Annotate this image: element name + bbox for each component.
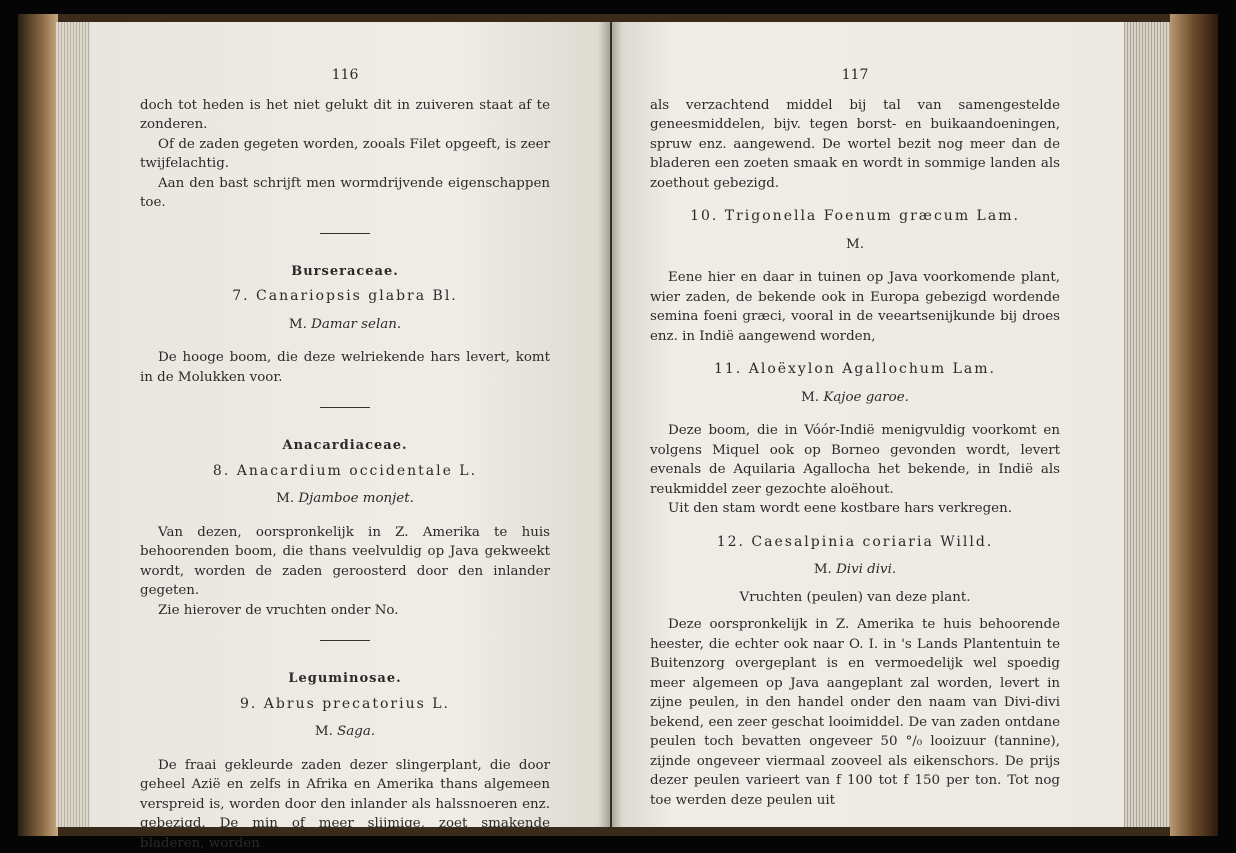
leather-spine-right [1170,14,1218,836]
local-name-line [140,722,550,742]
left-page-content [140,66,550,853]
body-paragraph: Deze oorspronkelijk in Z. Amerika te huis behoorende heester, die echter ook naar O. I. in 's Lands Plantentuin te Buitenzorg overgeplant is en vermoedelijk wel spoedig meer algemeen op Java aangeplant zal worden, levert in zijne peulen, in den handel onder den naam van Divi-divi bekend, een zeer geschat looimiddel. De van zaden ontdane peulen toch bevatten ongeveer 50 °/₀ looizuur (tannine), zijnde ongeveer viermaal zooveel als eikenschors. De prijs dezer peulen varieert van f 100 tot f 150 per ton. Tot nog toe werden deze peulen uit [650,615,1060,810]
section-divider [320,640,370,641]
page-edges-right [1122,22,1170,827]
body-paragraph: Of de zaden gegeten worden, zooals Filet opgeeft, is zeer twijfelachtig. [140,135,550,174]
local-prefix: M. [315,724,333,739]
body-paragraph: Van dezen, oorspronkelijk in Z. Amerika te huis behoorenden boom, die thans veelvuldig op Java gekweekt wordt, worden de zaden geroosterd door den inlander gegeten. [140,523,550,601]
subheading: Vruchten (peulen) van deze plant. [650,588,1060,608]
local-name: Djamboe monjet. [298,491,413,506]
species-heading: 9. Abrus precatorius L. [140,695,550,715]
body-paragraph: Aan den bast schrijft men wormdrijvende eigenschappen toe. [140,174,550,213]
local-prefix: M. [846,237,864,252]
local-name: Kajoe garoe. [823,390,909,405]
right-page-content [650,66,1060,810]
local-prefix: M. [814,562,832,577]
local-name-line [650,235,1060,255]
body-paragraph: Deze boom, die in Vóór-Indië menigvuldig voorkomt en volgens Miquel ook op Borneo gevonden wordt, levert evenals de Aquilaria Agallocha het bekende, in Indië als reukmiddel zeer gezochte aloëhout. [650,421,1060,499]
section-divider [320,407,370,408]
body-paragraph: De fraai gekleurde zaden dezer slingerplant, die door geheel Azië en zelfs in Afrika en Amerika thans algemeen verspreid is, worden door den inlander als halssnoeren enz. gebezigd. De min of meer slijmige, zoet smakende bladeren, worden [140,756,550,853]
family-heading: Anacardiaceae. [140,436,550,456]
species-heading: 7. Canariopsis glabra Bl. [140,287,550,307]
leather-spine-left [18,14,58,836]
species-heading: 11. Aloëxylon Agallochum Lam. [650,360,1060,380]
species-heading: 12. Caesalpinia coriaria Willd. [650,533,1060,553]
book-gutter [598,22,622,827]
left-page [90,22,610,827]
local-prefix: M. [801,390,819,405]
body-paragraph: als verzachtend middel bij tal van samengestelde geneesmiddelen, bijv. tegen borst- en buikaandoeningen, spruw enz. aangewend. De wortel bezit nog meer dan de bladeren een zoeten smaak en wordt in sommige landen als zoethout gebezigd. [650,96,1060,194]
body-paragraph: Zie hierover de vruchten onder No. [140,601,550,621]
body-paragraph: Uit den stam wordt eene kostbare hars verkregen. [650,499,1060,519]
species-heading: 10. Trigonella Foenum græcum Lam. [650,207,1060,227]
local-prefix: M. [289,317,307,332]
species-heading: 8. Anacardium occidentale L. [140,462,550,482]
body-paragraph: De hooge boom, die deze welriekende hars levert, komt in de Molukken voor. [140,348,550,387]
local-name: Damar selan. [311,317,401,332]
local-name-line [650,560,1060,580]
right-page [612,22,1124,827]
family-heading: Burseraceae. [140,262,550,282]
body-paragraph: Eene hier en daar in tuinen op Java voorkomende plant, wier zaden, de bekende ook in Europa gebezigd wordende semina foeni græci, vooral in de veeartsenijkunde bij droes enz. in Indië aangewend worden, [650,268,1060,346]
body-paragraph: doch tot heden is het niet gelukt dit in zuiveren staat af te zonderen. [140,96,550,135]
page-number: 117 [650,66,1060,86]
section-divider [320,233,370,234]
local-name-line [650,388,1060,408]
page-number: 116 [140,66,550,86]
local-name: Saga. [337,724,375,739]
local-prefix: M. [276,491,294,506]
family-heading: Leguminosae. [140,669,550,689]
local-name: Divi divi. [836,562,896,577]
page-edges-left [56,22,94,827]
local-name-line [140,489,550,509]
local-name-line [140,315,550,335]
